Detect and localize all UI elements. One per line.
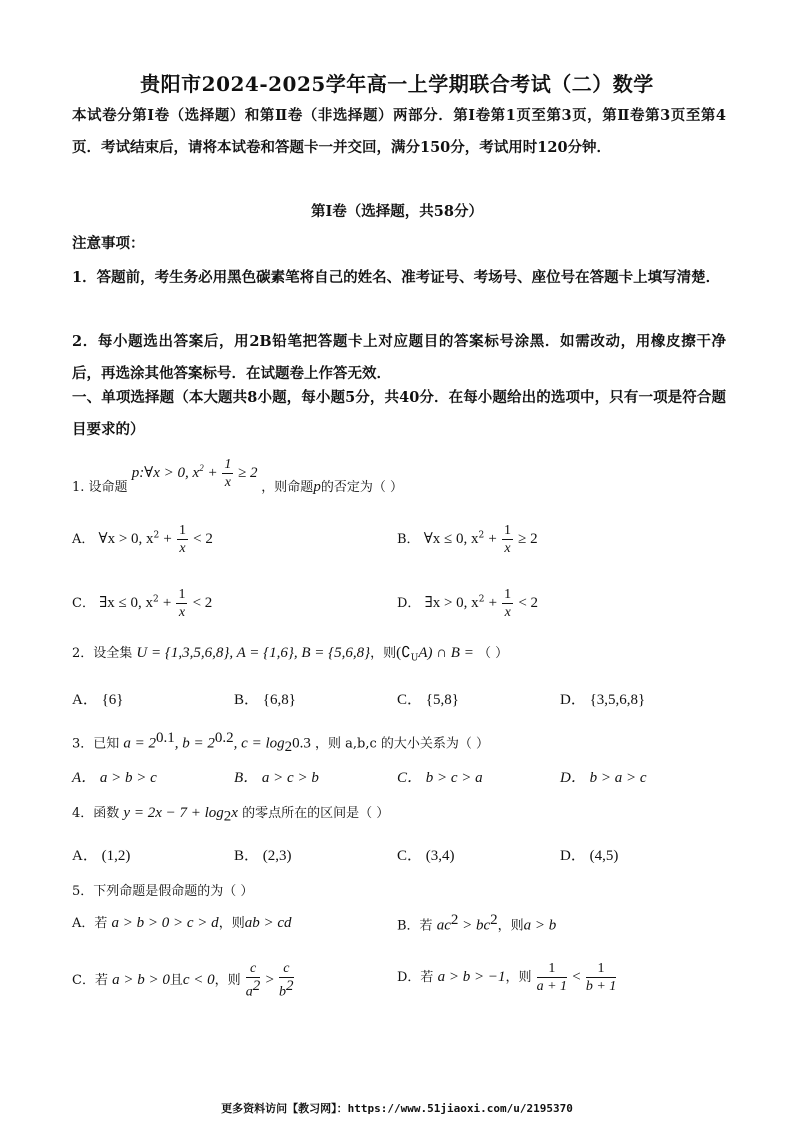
q2-end: （ ） (477, 646, 509, 661)
q3-c: , c = log (233, 735, 285, 752)
q1-stem-end: 的否定为（ ） (320, 479, 403, 495)
q2-number: 2．设全集 (72, 646, 133, 661)
q2-sets: U = {1,3,5,6,8}, A = {1,6}, B = {5,6,8} (136, 645, 371, 661)
q2-expr: (∁ (396, 645, 411, 661)
question-3 (72, 730, 489, 756)
option-fraction (502, 586, 513, 621)
option-pre: ∀x > 0, x (98, 531, 154, 547)
option-label: B．若 (397, 918, 433, 934)
frac-num: 1 (504, 587, 512, 602)
option-rel: ≥ 2 (518, 531, 538, 547)
q1-option-b[interactable] (397, 522, 538, 557)
note-2: 2．每小题选出答案后，用2B铅笔把答题卡上对应题目的答案标号涂黑．如需改动，用橡皮擦干净后，再选涂其他答案标号．在试题卷上作答无效． (72, 333, 726, 382)
q2-option-b[interactable]: B． {6,8} (234, 692, 296, 708)
option-label: C． (72, 596, 95, 611)
notes-title: 注意事项： (72, 235, 145, 252)
q4-option-a[interactable]: A． (1,2) (72, 848, 131, 864)
part-heading: 一、单项选择题（本大题共8小题，每小题5分，共40分．在每小题给出的选项中，只有一项是符合题目要求的） (72, 389, 726, 438)
frac-exp: 2 (252, 978, 261, 994)
q5-option-a[interactable] (72, 912, 291, 932)
q1-fraction (222, 456, 233, 491)
q1-after: ，则命题 (261, 479, 314, 495)
question-1 (72, 457, 403, 505)
option-then: ，则 (218, 916, 245, 931)
option-c1: ac (436, 917, 451, 934)
q4-option-d[interactable]: D． (4,5) (560, 848, 619, 864)
frac-den: a + 1 (536, 979, 568, 994)
question-4 (72, 802, 389, 826)
q2-then: ，则 (370, 646, 397, 661)
frac-den: a (245, 984, 253, 1000)
q2-sub: U (410, 653, 419, 664)
q1-p2: p (313, 478, 321, 495)
q3-a: a = 2 (123, 735, 157, 752)
option-text: A． a > b > c (72, 770, 157, 786)
option-text: B． a > c > b (234, 770, 319, 786)
q3-option-c[interactable] (397, 766, 483, 787)
q3-option-a[interactable] (72, 766, 157, 787)
q4-option-b[interactable]: B． (2,3) (234, 848, 292, 864)
page-title: 贵阳市2024-2025学年高一上学期联合考试（二）数学 (140, 72, 654, 96)
q5-option-d[interactable] (397, 960, 617, 995)
option-exp: 2 (153, 530, 160, 541)
option-label: A． (72, 532, 95, 547)
option-fraction-left (246, 960, 261, 1001)
q4-end: 的零点所在的区间是（ ） (242, 806, 390, 821)
frac-den: x (178, 605, 186, 620)
q1-proposition (131, 457, 262, 490)
q1-option-c[interactable] (72, 586, 212, 621)
option-label: C．若 (72, 972, 108, 988)
q2-expr2: A) ∩ B = (418, 645, 474, 661)
frac-num: 1 (503, 523, 511, 538)
option-rel: < 2 (193, 531, 213, 547)
frac-num: c (246, 960, 261, 978)
q4-sub: 2 (223, 808, 232, 825)
option-rel: < 2 (192, 595, 213, 611)
option-c2: > bc (458, 917, 491, 934)
q1-option-d[interactable] (397, 586, 538, 621)
option-cond: a > b > 0 > c > d (111, 915, 219, 931)
note-1: 1．答题前，考生务必用黑色碳素笔将自己的姓名、准考证号、考场号、座位号在答题卡上填写清楚． (72, 269, 721, 286)
q1-frac-num: 1 (224, 457, 232, 472)
option-pre: ∃x > 0, x (424, 595, 479, 611)
frac-num: 1 (178, 587, 186, 602)
option-pre: ∀x ≤ 0, x (423, 531, 479, 547)
option-plus: + (162, 595, 172, 611)
q4-f2: x (231, 805, 238, 821)
option-exp: 2 (478, 594, 485, 605)
q3-b-exp: 0.2 (214, 730, 234, 746)
option-fraction (502, 522, 513, 557)
frac-num: 1 (586, 960, 616, 978)
q2-option-d[interactable]: D． {3,5,6,8} (560, 692, 646, 708)
frac-den: x (504, 605, 511, 620)
option-plus: + (488, 595, 498, 611)
option-e2: 2 (490, 912, 498, 928)
frac-den: x (504, 541, 511, 556)
option-fraction-left (537, 960, 567, 995)
q2-option-c[interactable]: C． {5,8} (397, 692, 459, 708)
option-rel: > (265, 971, 274, 988)
frac-num: 1 (537, 960, 567, 978)
option-result: a > b (523, 917, 557, 934)
q1-exp: 2 (199, 462, 204, 473)
q5-option-b[interactable] (397, 912, 556, 934)
frac-den: b + 1 (585, 979, 617, 994)
option-label: D．若 (397, 970, 434, 985)
q3-number: 3．已知 (72, 736, 120, 752)
q1-option-a[interactable] (72, 522, 213, 557)
frac-exp: 2 (286, 978, 294, 994)
q2-option-a[interactable]: A． {6} (72, 692, 124, 708)
frac-den: b (279, 984, 287, 1000)
option-cond: a > b > −1 (437, 969, 506, 985)
option-cond2: c < 0 (182, 971, 215, 988)
q4-function: y = 2x − 7 + log (123, 805, 224, 821)
q3-b: , b = 2 (174, 735, 215, 752)
option-fraction-right (586, 960, 616, 995)
q4-option-c[interactable]: C． (3,4) (397, 848, 455, 864)
q5-option-c[interactable] (72, 960, 295, 1001)
frac-num: c (279, 960, 294, 978)
option-exp: 2 (478, 530, 485, 541)
q3-c2: 0.3 (292, 735, 311, 752)
q3-end: ，则 a,b,c 的大小关系为（ ） (315, 736, 490, 752)
q3-option-d[interactable] (560, 766, 647, 787)
frac-num: 1 (179, 523, 187, 538)
footer-link[interactable]: 更多资料访问【教习网】：https://www.51jiaoxi.com/u/2195370 (221, 1102, 573, 1115)
q1-frac-den: x (224, 475, 231, 490)
option-text: C． b > c > a (397, 770, 483, 786)
question-2 (72, 642, 508, 664)
frac-den: x (179, 541, 186, 556)
option-exp: 2 (152, 594, 159, 605)
option-result: ab > cd (244, 915, 292, 931)
option-text: D． b > a > c (560, 770, 647, 786)
option-label: A．若 (72, 916, 108, 931)
option-rel: < (572, 969, 581, 985)
q1-plus: + (207, 464, 218, 481)
q4-number: 4．函数 (72, 806, 120, 821)
q1-number: 1. 设命题 (72, 479, 128, 495)
q1-p: p (131, 464, 140, 481)
q1-tail: ≥ 2 (238, 464, 258, 481)
option-plus: + (488, 531, 497, 547)
option-pre: ∃x ≤ 0, x (99, 595, 153, 611)
q3-c-sub: 2 (284, 738, 293, 755)
option-plus: + (163, 531, 172, 547)
option-and: 且 (169, 972, 183, 988)
option-cond: a > b > 0 (112, 971, 170, 988)
option-then: ，则 (497, 918, 524, 934)
intro-paragraph: 本试卷分第Ⅰ卷（选择题）和第Ⅱ卷（非选择题）两部分．第Ⅰ卷第1页至第3页，第Ⅱ卷第3页至第4页．考试结束后，请将本试卷和答题卡一并交回，满分150分，考试用时120分钟． (72, 107, 726, 156)
q3-a-exp: 0.1 (156, 730, 175, 746)
option-fraction (176, 586, 187, 621)
question-5: 5．下列命题是假命题的为（ ） (72, 884, 254, 899)
q1-prop-body: :∀x > 0, x (139, 464, 200, 481)
q3-option-b[interactable] (234, 766, 319, 787)
option-label: B． (397, 532, 420, 547)
option-e1: 2 (450, 912, 459, 928)
option-then: ，则 (505, 970, 532, 985)
option-label: D． (397, 596, 421, 611)
option-fraction (177, 522, 188, 557)
option-then: ，则 (214, 972, 241, 988)
option-rel: < 2 (518, 595, 539, 611)
option-fraction-right (279, 960, 294, 1001)
section-heading: 第Ⅰ卷（选择题，共58分） (311, 203, 483, 220)
